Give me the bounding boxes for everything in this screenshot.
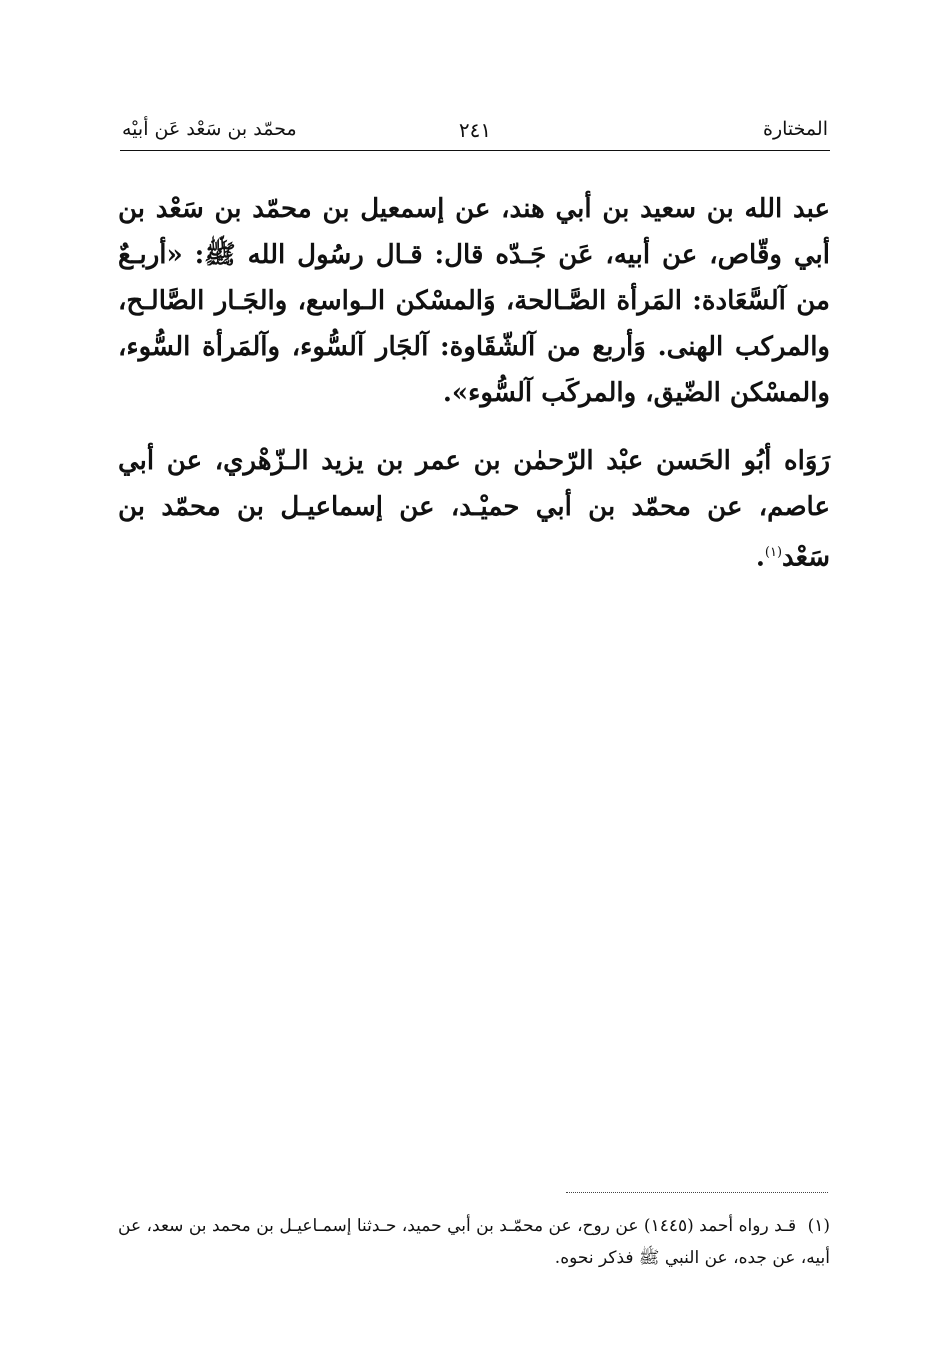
footnote [118,1210,830,1274]
footnote-number: (١) [807,1216,830,1236]
footnote-reference[interactable]: (١) [764,545,783,560]
hadith-paragraph: عبد الله بن سعيد بن أبي هند، عن إسمعيل بن محمّد بن سَعْد بن أبي وقّاص، عن أبيه، عَن جَـدّه قال: قـال رسُول الله ﷺ: «أربـعٌ من آلسَّعَادة: المَرأة الصَّـالحة، وَالمسْكن الـواسع، والجَـار الصَّالـح، والمركب الهنى. وَأربع من آلشّقَاوة: آلجَار آلسُّوء، وآلمَرأة السُّوء، والمسْكن الضّيق، والمركَب آلسُّوء». [118,194,830,408]
isnad-text: رَوَاه أبُو الحَسن عبْد الرّحمٰن بن عمر بن يزيد الـزّهْري، عن أبي عاصم، عن محمّد بن أبي حميْـد، عن إسماعيـل بن محمّد بن سَعْد [118,446,830,573]
main-text [118,186,830,581]
running-head-book-title: المختارة [763,118,828,140]
running-head-chapter-title: محمّد بن سَعْد عَن أبيْه [122,118,297,140]
isnad-end-mark: . [755,542,765,573]
page-number: ٢٤١ [458,118,492,142]
running-head [120,112,830,148]
footnote-rule [566,1192,828,1193]
header-rule [120,150,830,151]
footnote-text: قـد رواه أحمد (١٤٤٥) عن روح، عن محمّـد بن أبي حميد، حـدثنا إسمـاعيـل بن محمد بن سعد، عن أبيه، عن جده، عن النبي ﷺ فذكر نحوه. [118,1216,830,1268]
isnad-paragraph [118,438,830,581]
